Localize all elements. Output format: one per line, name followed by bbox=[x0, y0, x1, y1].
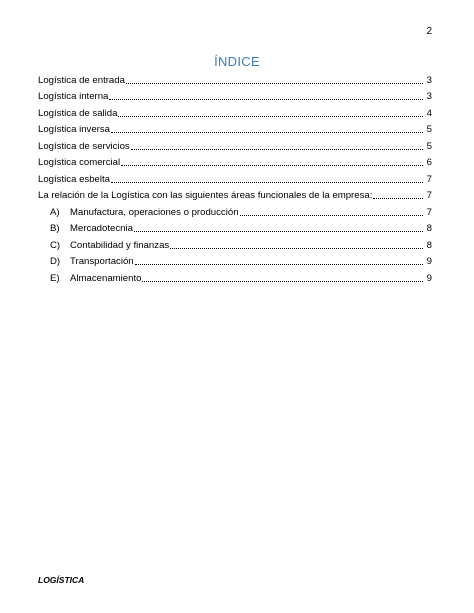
toc-entry-label: Logística comercial bbox=[38, 157, 121, 168]
dot-leader bbox=[170, 247, 423, 249]
toc-entry-label: Logística inversa bbox=[38, 124, 110, 135]
dot-leader bbox=[373, 197, 423, 199]
dot-leader bbox=[142, 280, 423, 282]
toc-title: ÍNDICE bbox=[214, 54, 260, 69]
toc-subentry[interactable] bbox=[38, 268, 432, 285]
toc-entry[interactable] bbox=[38, 87, 432, 104]
toc-entry[interactable] bbox=[38, 186, 432, 203]
toc-entry[interactable] bbox=[38, 153, 432, 170]
toc-entry-label: Logística de servicios bbox=[38, 140, 130, 152]
dot-leader bbox=[126, 82, 423, 84]
toc-entry-label: Logística de salida bbox=[38, 107, 118, 119]
toc-subentry-label: Almacenamiento bbox=[70, 272, 142, 284]
dot-leader bbox=[135, 263, 423, 265]
footer-text: LOGÍSTICA bbox=[38, 575, 85, 585]
dot-leader bbox=[134, 230, 423, 232]
toc-entry[interactable] bbox=[38, 169, 432, 186]
toc-subentry-letter: C) bbox=[50, 239, 61, 251]
toc-subentry-label: Transportación bbox=[70, 256, 134, 267]
toc-entry[interactable] bbox=[38, 120, 432, 137]
toc-entry-page: 3 bbox=[426, 91, 432, 102]
toc-entry-page: 5 bbox=[426, 124, 432, 135]
toc-subentry[interactable] bbox=[38, 235, 432, 252]
toc-entry[interactable] bbox=[38, 70, 432, 87]
toc-subentry-page: 9 bbox=[426, 256, 432, 267]
toc-subentry[interactable] bbox=[38, 202, 432, 219]
toc-entry-page: 6 bbox=[426, 157, 432, 168]
toc-subentry-page: 7 bbox=[426, 206, 432, 218]
toc-subentry-label: Mercadotecnia bbox=[70, 223, 133, 234]
toc-entry[interactable] bbox=[38, 136, 432, 153]
toc-entry-page: 5 bbox=[426, 140, 432, 152]
toc-subentry-letter: B) bbox=[50, 223, 60, 234]
toc-subentry-letter: A) bbox=[50, 206, 60, 218]
toc-entry-page: 3 bbox=[426, 74, 432, 86]
toc-entry-page: 7 bbox=[426, 190, 432, 201]
dot-leader bbox=[109, 98, 423, 100]
toc-subentry-label: Contabilidad y finanzas bbox=[70, 239, 170, 251]
toc-subentry-letter: E) bbox=[50, 272, 60, 284]
toc-subentry-page: 8 bbox=[426, 239, 432, 251]
toc-entry-page: 4 bbox=[426, 107, 432, 119]
toc-entry[interactable] bbox=[38, 103, 432, 120]
table-of-contents bbox=[38, 70, 432, 285]
toc-subentry-label: Manufactura, operaciones o producción bbox=[70, 206, 239, 218]
page-number: 2 bbox=[426, 26, 432, 37]
dot-leader bbox=[111, 181, 423, 183]
dot-leader bbox=[118, 115, 423, 117]
dot-leader bbox=[131, 148, 423, 150]
toc-entry-label: La relación de la Logística con las siguientes áreas funcionales de la empresa: bbox=[38, 190, 373, 201]
toc-subentry-page: 8 bbox=[426, 223, 432, 234]
toc-subentry-letter: D) bbox=[50, 256, 61, 267]
toc-entry-page: 7 bbox=[426, 173, 432, 185]
toc-subentry[interactable] bbox=[38, 219, 432, 236]
dot-leader bbox=[121, 164, 423, 166]
toc-subentry[interactable] bbox=[38, 252, 432, 269]
toc-entry-label: Logística esbelta bbox=[38, 173, 110, 185]
dot-leader bbox=[240, 214, 423, 216]
toc-entry-label: Logística interna bbox=[38, 91, 109, 102]
toc-subentry-page: 9 bbox=[426, 272, 432, 284]
toc-entry-label: Logística de entrada bbox=[38, 74, 125, 86]
dot-leader bbox=[111, 131, 423, 133]
